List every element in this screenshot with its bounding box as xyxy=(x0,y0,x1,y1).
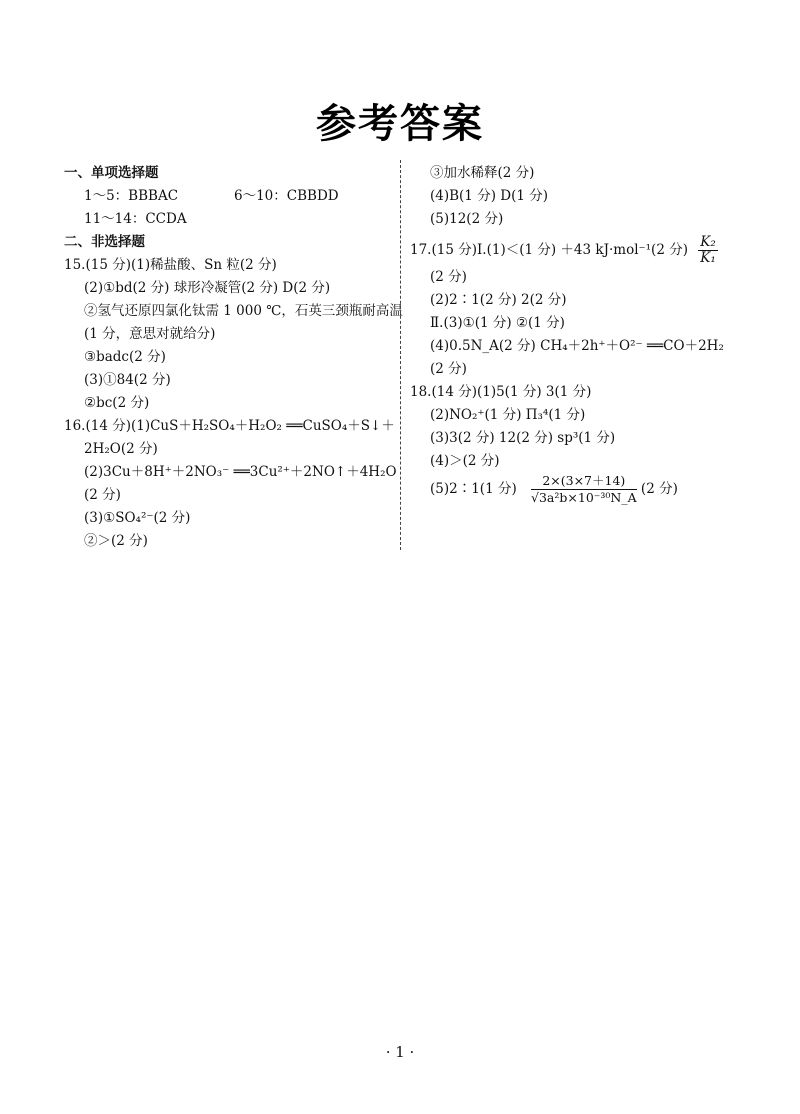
q15-part3: (3)①84(2 分) xyxy=(84,372,171,388)
q16-part5: (4)B(1 分) D(1 分) xyxy=(430,188,548,204)
q17-cont: (2 分) xyxy=(430,269,467,285)
q16-part4: ③加水稀释(2 分) xyxy=(430,165,535,181)
fraction-denominator: K₁ xyxy=(700,250,716,266)
right-column xyxy=(410,162,745,506)
q15-part2-order: ③badc(2 分) xyxy=(84,349,166,365)
fraction-numerator: K₂ xyxy=(700,234,716,250)
q15-part3-b: ②bc(2 分) xyxy=(84,395,150,411)
q17-part4-cont: (2 分) xyxy=(430,361,467,377)
q17-line xyxy=(410,235,745,266)
q16-part6: (5)12(2 分) xyxy=(430,211,504,227)
page-title: 参考答案 xyxy=(316,101,484,147)
q16-part3: (3)①SO₄²⁻(2 分) xyxy=(84,510,191,526)
section-heading-non-choice: 二、非选择题 xyxy=(64,234,145,250)
q17-part3: Ⅱ.(3)①(1 分) ②(1 分) xyxy=(430,315,565,331)
fraction-denominator: √3a²b×10⁻³⁰N_A xyxy=(531,490,637,505)
q18-part5-label: (5)2∶1(1 分) xyxy=(430,481,517,497)
q16-line: 16.(14 分)(1)CuS＋H₂SO₄＋H₂O₂ ══CuSO₄＋S↓＋ xyxy=(64,418,395,434)
column-divider xyxy=(400,160,401,550)
answer-line xyxy=(64,185,394,208)
q15-line: 15.(15 分)(1)稀盐酸、Sn 粒(2 分) xyxy=(64,257,277,273)
q18-part4: (4)＞(2 分) xyxy=(430,453,500,469)
q16-line-cont: 2H₂O(2 分) xyxy=(84,441,158,457)
q17-part4: (4)0.5N_A(2 分) CH₄＋2h⁺＋O²⁻ ══CO＋2H₂ xyxy=(430,338,724,354)
fraction-numerator: 2×(3×7＋14) xyxy=(531,473,637,490)
q17-text: 17.(15 分)Ⅰ.(1)＜(1 分) ＋43 kJ·mol⁻¹(2 分) xyxy=(410,242,688,258)
q16-part2-cont: (2 分) xyxy=(84,487,121,503)
q18-part5 xyxy=(410,473,745,506)
density-fraction xyxy=(531,473,637,506)
q16-part3-b: ②＞(2 分) xyxy=(84,533,148,549)
answer-11-14: 11～14：CCDA xyxy=(84,211,187,227)
answer-6-10: 6～10：CBBDD xyxy=(234,188,339,204)
answer-1-5: 1～5：BBBAC xyxy=(84,188,179,204)
section-heading-single-choice: 一、单项选择题 xyxy=(64,165,159,181)
left-column xyxy=(64,162,403,553)
q15-part2-reason: ②氢气还原四氯化钛需 1 000 ℃，石英三颈瓶耐高温 xyxy=(84,303,403,319)
q18-part2: (2)NO₂⁺(1 分) Π₃⁴(1 分) xyxy=(430,407,586,423)
page-number: · 1 · xyxy=(385,1043,415,1061)
q18-line: 18.(14 分)(1)5(1 分) 3(1 分) xyxy=(410,384,592,400)
q16-part2: (2)3Cu＋8H⁺＋2NO₃⁻ ══3Cu²⁺＋2NO↑＋4H₂O xyxy=(84,464,397,480)
q15-part2: (2)①bd(2 分) 球形冷凝管(2 分) D(2 分) xyxy=(84,280,331,296)
q18-part5-score: (2 分) xyxy=(640,481,678,497)
q15-part2-reason-cont: (1 分，意思对就给分) xyxy=(84,326,216,342)
q18-part3: (3)3(2 分) 12(2 分) sp³(1 分) xyxy=(430,430,616,446)
q17-part2: (2)2∶1(2 分) 2(2 分) xyxy=(430,292,567,308)
k-ratio-fraction xyxy=(698,235,718,266)
